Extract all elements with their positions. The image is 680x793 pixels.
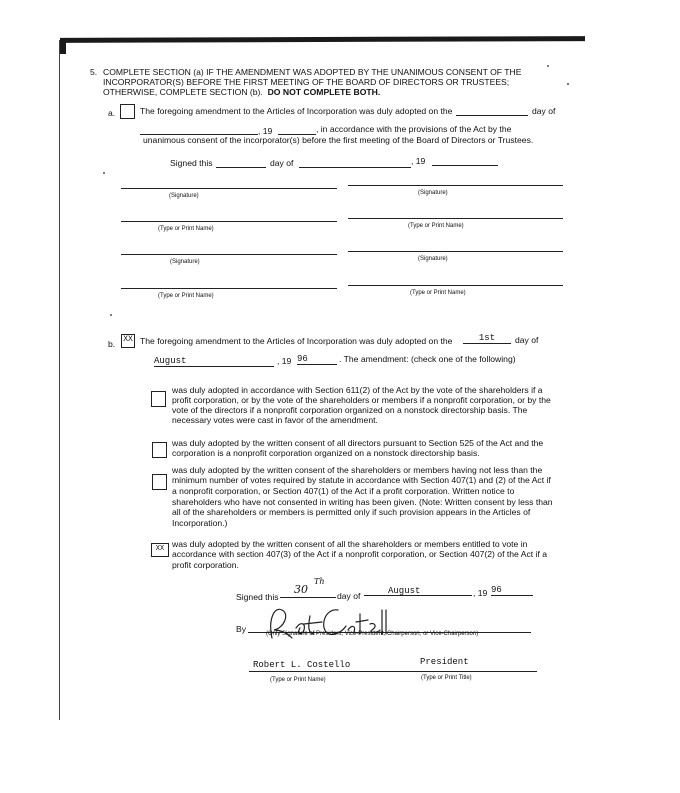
section-heading-line2: INCORPORATOR(S) BEFORE THE FIRST MEETING OF THE BOARD OF DIRECTORS OR TRUSTEES; [103,77,510,87]
signature-line[interactable] [121,254,337,255]
option-2-checkbox[interactable] [152,442,167,458]
section-a-signed-19: , 19 [411,156,426,166]
option-3-checkbox[interactable] [152,474,167,490]
by-caption: (Only Signature of President, Vice-President, Chairperson, or Vice-Chairperson) [266,631,479,637]
name-line[interactable] [348,218,563,219]
section-heading-line3 [103,87,380,97]
option-4-checkbox[interactable]: XX [151,543,169,557]
left-margin-line [59,40,60,720]
name-line[interactable] [121,221,337,222]
heading-line3-text: OTHERWISE, COMPLETE SECTION (b). [103,87,263,97]
title-caption: (Type or Print Title) [421,675,472,681]
option-1-checkbox[interactable] [151,391,166,407]
name-line[interactable] [121,288,337,289]
option-1-line: was duly adopted in accordance with Section 611(2) of the Act by the vote of the shareholders if a [172,385,543,395]
section-b-signed-19: , 19 [473,588,488,598]
section-a-text1: The foregoing amendment to the Articles of Incorporation was duly adopted on the [140,106,453,116]
section-b-day-of: day of [515,335,539,345]
signed-year-value: 96 [491,585,533,596]
printed-title-value: President [420,657,469,667]
sig-caption: (Signature) [418,256,448,262]
section-a-signed-this: Signed this [170,158,213,168]
sig-caption: (Signature) [169,193,199,199]
printed-title-field[interactable] [420,656,469,667]
name-caption: (Type or Print Name) [410,290,466,296]
section-b-month-value: August [154,356,274,367]
name-caption: (Type or Print Name) [158,293,214,299]
section-a-19: , 19 [258,126,273,136]
section-a-label: a. [108,108,116,118]
option-3-line: was duly adopted by the written consent of the shareholders or members having not less than the [172,465,543,475]
option-2-line: corporation is a nonprofit corporation organized on a nonstock directorship basis. [172,448,480,458]
sig-caption: (Signature) [418,190,448,196]
option-1-line: profit corporation, or by the vote of the shareholders or members if a nonprofit corporation, or by the [172,395,551,405]
section-b-text1: The foregoing amendment to the Articles of Incorporation was duly adopted on the [140,336,453,346]
section-a-text3: unanimous consent of the incorporator(s) before the first meeting of the Board of Directors or Trustees. [143,135,534,145]
option-4-line: was duly adopted by the written consent of all the shareholders or members entitled to vote in [172,539,528,549]
section-b-text-after: . The amendment: (check one of the following) [339,354,516,364]
signature-line[interactable] [348,185,563,186]
option-1-line: necessary votes were cast in favor of the amendment. [172,415,378,425]
section-a-day-field[interactable] [456,115,528,116]
section-b-19: , 19 [277,356,292,366]
section-b-signed-year-field[interactable] [491,585,533,596]
section-b-day-field[interactable] [463,333,511,344]
sig-caption: (Signature) [170,259,200,265]
option-3-line: shareholders who have not consented in writing has been given. (Note: Written consent by less than [172,497,553,507]
section-a-signed-day-of: day of [270,158,294,168]
signature-line[interactable] [121,188,337,189]
scan-speck [567,83,569,85]
section-a-checkbox[interactable] [120,104,135,119]
section-b-label: b. [108,339,116,349]
signed-day-value: 30 [294,583,308,596]
section-b-signed-this: Signed this [236,592,279,602]
section-a-day-of: day of [532,106,556,116]
option-2-line: was duly adopted by the written consent of all directors pursuant to Section 525 of the Act and the [172,438,544,448]
section-a-signed-day-field[interactable] [216,167,266,168]
signed-month-value: August [364,586,472,596]
section-a-signed-year-field[interactable] [432,165,498,166]
heading-line3-bold: DO NOT COMPLETE BOTH. [267,87,381,97]
by-label: By [236,624,247,634]
signature-line[interactable] [348,251,563,252]
section-a-signed-month-field[interactable] [299,167,411,168]
scan-speck [547,65,549,67]
section-number: 5. [90,67,98,77]
option-3-line: minimum number of votes required by statute in accordance with Section 407(1) and (2) of the Act if [172,475,551,485]
signed-day-suffix: Th [314,577,325,586]
option-3-line: a nonprofit corporation, or Section 407(1) of the Act if a profit corporation. Written notice to [172,486,515,496]
section-b-year-field[interactable] [297,354,337,365]
option-1-line: vote of the directors if a nonprofit corporation organized on a nonstock directorship basis. The [172,405,528,415]
printed-name-value: Robert L. Costello [253,660,351,670]
name-caption: (Type or Print Name) [408,223,464,229]
name-line[interactable] [348,285,563,286]
name-title-line[interactable] [249,671,537,672]
section-b-signed-day-field[interactable] [280,577,336,598]
option-3-line: Incorporation.) [172,518,228,528]
top-edge-bar [60,36,585,43]
scan-speck [103,172,105,174]
name-caption: (Type or Print Name) [270,677,326,683]
section-b-day-value: 1st [463,333,511,344]
section-a-text2: , in accordance with the provisions of the Act by the [316,124,512,134]
name-caption: (Type or Print Name) [158,226,214,232]
scan-speck [110,314,112,316]
option-4-line: accordance with section 407(3) of the Act if a nonprofit corporation, or Section 407(2) of the Act if a [172,549,547,559]
option-4-line: profit corporation. [172,560,239,570]
section-heading-line1: COMPLETE SECTION (a) IF THE AMENDMENT WAS ADOPTED BY THE UNANIMOUS CONSENT OF THE [103,67,522,77]
top-edge-mark [60,38,66,54]
option-3-line: all of the shareholders or members is permitted only if such provision appears in the Articles of [172,507,531,517]
printed-name-field[interactable] [253,659,350,670]
section-b-month-field[interactable] [154,356,274,367]
section-b-signed-day-of: day of [337,591,361,601]
section-b-checkbox[interactable]: XX [121,334,135,348]
section-b-signed-month-field[interactable] [364,586,472,596]
section-b-year-value: 96 [297,354,337,365]
